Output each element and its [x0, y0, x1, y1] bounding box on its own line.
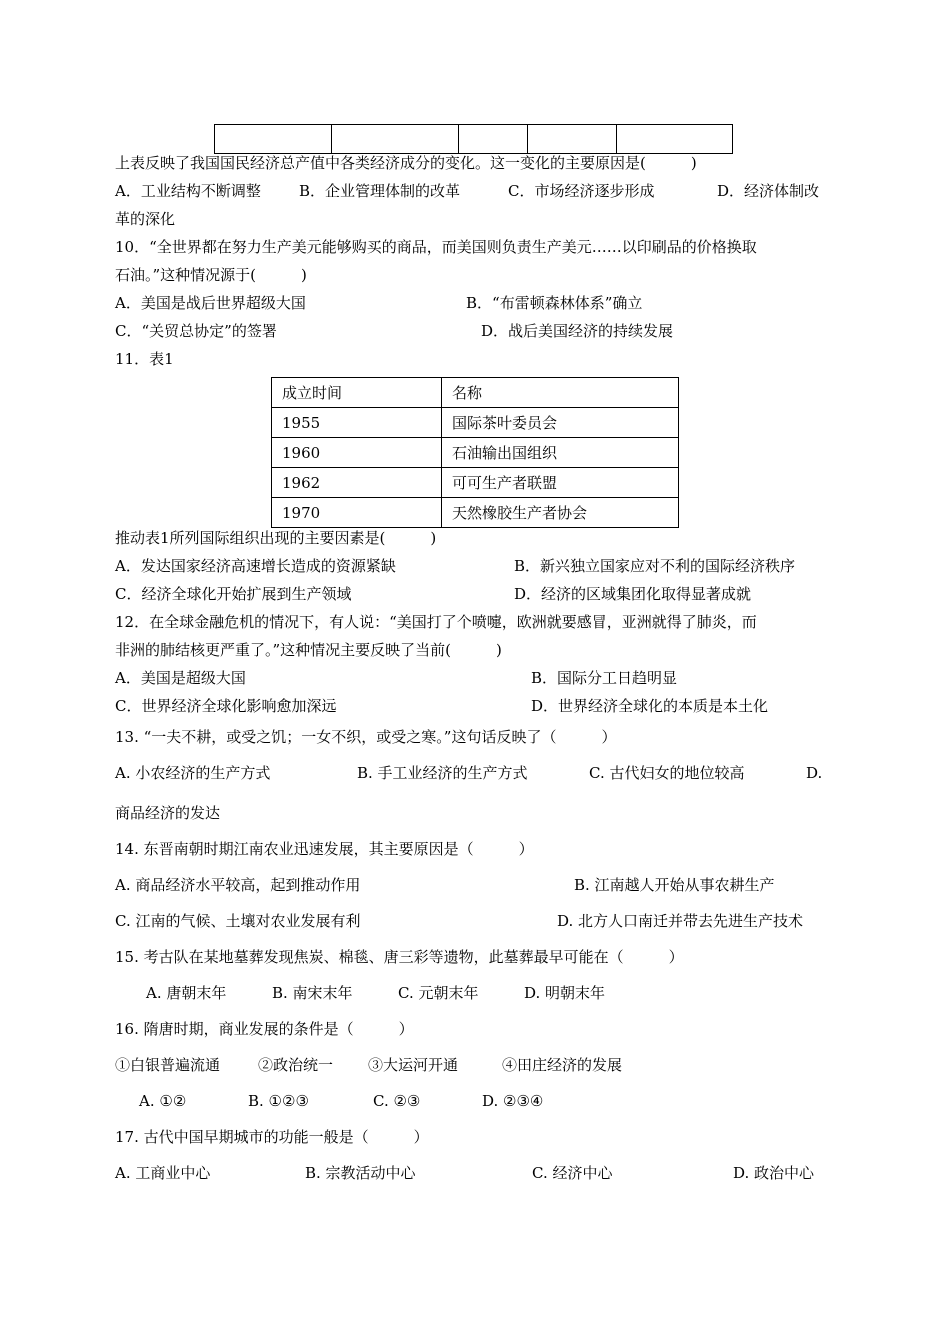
q15-option-a: A. 唐朝末年	[146, 984, 227, 1002]
q14-option-b: B. 江南越人开始从事农耕生产	[574, 876, 775, 894]
table-cell: 石油输出国组织	[442, 438, 679, 468]
q12-stem-line1: 12．在全球金融危机的情况下，有人说：“美国打了个喷嚏，欧洲就要感冒，亚洲就得了肺炎，而	[115, 613, 757, 631]
q16-option-a: A. ①②	[139, 1092, 187, 1110]
table-cell	[332, 125, 459, 154]
q13-option-b: B. 手工业经济的生产方式	[357, 764, 528, 782]
table-cell: 1962	[272, 468, 442, 498]
q10-option-b: B．“布雷顿森林体系”确立	[466, 294, 643, 312]
q14-stem: 14. 东晋南朝时期江南农业迅速发展，其主要原因是（ ）	[115, 840, 534, 858]
q9-option-d-cont: 革的深化	[115, 210, 176, 228]
q14-option-a: A. 商品经济水平较高，起到推动作用	[115, 876, 361, 894]
table-row	[272, 408, 679, 438]
q13-option-c: C. 古代妇女的地位较高	[589, 764, 745, 782]
table-cell: 可可生产者联盟	[442, 468, 679, 498]
q11-option-d: D．经济的区域集团化取得显著成就	[514, 585, 752, 603]
q9-option-c: C．市场经济逐步形成	[508, 182, 655, 200]
table-cell: 天然橡胶生产者协会	[442, 498, 679, 528]
q10-option-c: C．“关贸总协定”的签署	[115, 322, 277, 340]
q13-option-d: D.	[806, 764, 823, 782]
table-header-cell: 成立时间	[272, 378, 442, 408]
q9-stem: 上表反映了我国国民经济总产值中各类经济成分的变化。这一变化的主要原因是( )	[115, 154, 697, 172]
q12-option-b: B．国际分工日趋明显	[531, 669, 678, 687]
top-table	[214, 124, 733, 154]
table-row	[272, 438, 679, 468]
table-cell	[459, 125, 528, 154]
q12-option-a: A．美国是超级大国	[115, 669, 246, 687]
q11-stem: 11．表1	[115, 350, 174, 368]
q11-table	[271, 377, 679, 528]
q11-stem2: 推动表1所列国际组织出现的主要因素是( )	[115, 529, 437, 547]
q9-option-a: A．工业结构不断调整	[115, 182, 261, 200]
q17-option-b: B. 宗教活动中心	[305, 1164, 416, 1182]
table-row	[272, 378, 679, 408]
q17-stem: 17. 古代中国早期城市的功能一般是（ ）	[115, 1128, 429, 1146]
q12-option-c: C．世界经济全球化影响愈加深远	[115, 697, 337, 715]
table-cell: 1970	[272, 498, 442, 528]
q13-option-d-cont: 商品经济的发达	[115, 804, 221, 822]
q16-option-b: B. ①②③	[248, 1092, 309, 1110]
table-cell: 国际茶叶委员会	[442, 408, 679, 438]
q16-item-3: ③大运河开通	[368, 1056, 459, 1074]
q11-option-b: B．新兴独立国家应对不利的国际经济秩序	[514, 557, 796, 575]
q16-item-4: ④田庄经济的发展	[502, 1056, 623, 1074]
table-cell	[215, 125, 332, 154]
q11-option-c: C．经济全球化开始扩展到生产领域	[115, 585, 352, 603]
q16-item-2: ②政治统一	[258, 1056, 334, 1074]
q17-option-c: C. 经济中心	[532, 1164, 613, 1182]
q10-option-d: D．战后美国经济的持续发展	[481, 322, 674, 340]
table-cell: 1955	[272, 408, 442, 438]
q15-option-b: B. 南宋末年	[272, 984, 353, 1002]
table-cell: 1960	[272, 438, 442, 468]
q9-option-b: B．企业管理体制的改革	[299, 182, 461, 200]
q9-option-d: D．经济体制改	[717, 182, 820, 200]
q16-option-d: D. ②③④	[482, 1092, 544, 1110]
q15-option-d: D. 明朝末年	[524, 984, 606, 1002]
table-header-cell: 名称	[442, 378, 679, 408]
table-row	[272, 468, 679, 498]
q16-stem: 16. 隋唐时期，商业发展的条件是（ ）	[115, 1020, 414, 1038]
q14-option-c: C. 江南的气候、土壤对农业发展有利	[115, 912, 361, 930]
table-cell	[617, 125, 733, 154]
q12-stem-line2: 非洲的肺结核更严重了。”这种情况主要反映了当前( )	[115, 641, 502, 659]
table-row	[215, 125, 733, 154]
table-row	[272, 498, 679, 528]
q13-option-a: A. 小农经济的生产方式	[115, 764, 271, 782]
q14-option-d: D. 北方人口南迁并带去先进生产技术	[557, 912, 804, 930]
q10-stem-line1: 10．“全世界都在努力生产美元能够购买的商品，而美国则负责生产美元……以印刷品的价格换取	[115, 238, 757, 256]
q10-option-a: A．美国是战后世界超级大国	[115, 294, 306, 312]
q17-option-a: A. 工商业中心	[115, 1164, 211, 1182]
q17-option-d: D. 政治中心	[733, 1164, 815, 1182]
table-cell	[528, 125, 617, 154]
q15-stem: 15. 考古队在某地墓葬发现焦炭、棉毯、唐三彩等遗物，此墓葬最早可能在（ ）	[115, 948, 684, 966]
q12-option-d: D．世界经济全球化的本质是本土化	[531, 697, 769, 715]
q16-item-1: ①白银普遍流通	[115, 1056, 221, 1074]
q13-stem: 13. “一夫不耕，或受之饥；一女不织，或受之寒。”这句话反映了（ ）	[115, 728, 617, 746]
q16-option-c: C. ②③	[373, 1092, 421, 1110]
q10-stem-line2: 石油。”这种情况源于( )	[115, 266, 307, 284]
q11-option-a: A．发达国家经济高速增长造成的资源紧缺	[115, 557, 396, 575]
q15-option-c: C. 元朝末年	[398, 984, 479, 1002]
